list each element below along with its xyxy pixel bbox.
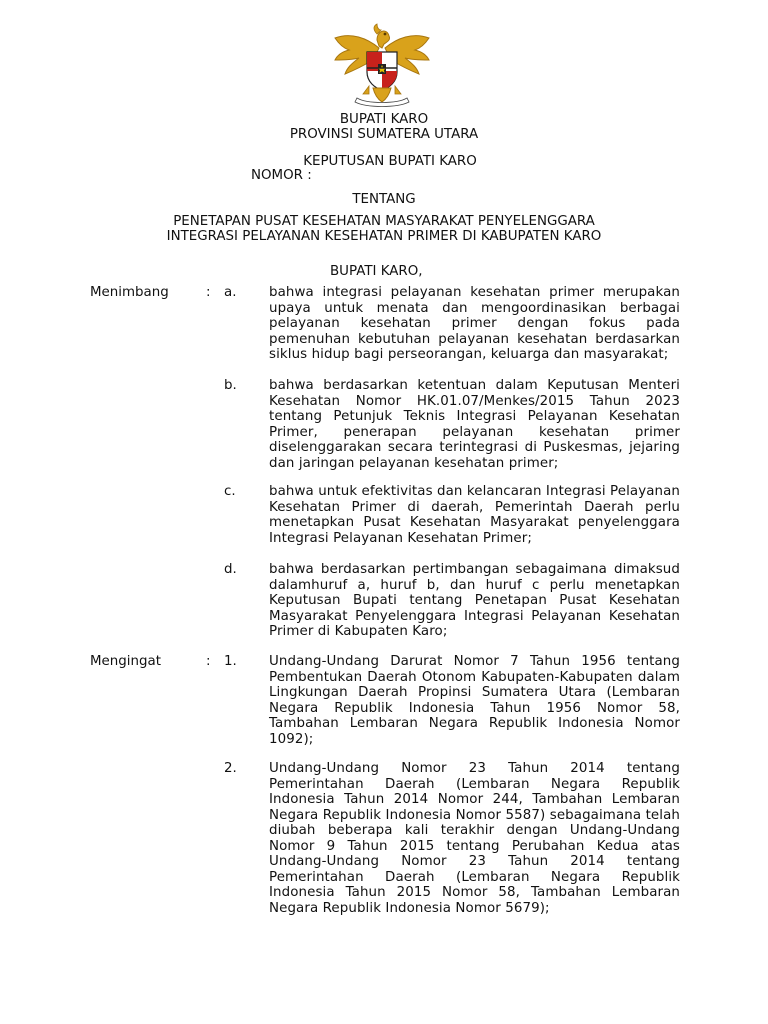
decree-number-label: NOMOR : <box>251 168 312 183</box>
menimbang-label: Menimbang <box>90 285 169 300</box>
menimbang-colon: : <box>206 285 211 300</box>
menimbang-marker-d: d. <box>224 562 237 577</box>
official-heading: BUPATI KARO, <box>330 264 423 279</box>
mengingat-marker-1: 1. <box>224 654 237 669</box>
subject-line-1: PENETAPAN PUSAT KESEHATAN MASYARAKAT PENYELENGGARA <box>173 214 595 229</box>
header-province: PROVINSI SUMATERA UTARA <box>289 127 479 142</box>
subject-line-2: INTEGRASI PELAYANAN KESEHATAN PRIMER DI KABUPATEN KARO <box>166 229 602 244</box>
decree-title: KEPUTUSAN BUPATI KARO <box>303 154 477 169</box>
menimbang-item-b: bahwa berdasarkan ketentuan dalam Keputusan Menteri Kesehatan Nomor HK.01.07/Menkes/2015 Tahun 2023 tentang Petunjuk Teknis Integrasi Pelayanan Kesehatan Primer, penerapan pelayanan kesehatan primer diselenggarakan secara terintegrasi di Puskesmas, jejaring dan jaringan pelayanan kesehatan primer; <box>269 378 680 471</box>
tentang-heading: TENTANG <box>352 192 416 207</box>
menimbang-marker-c: c. <box>224 484 236 499</box>
menimbang-item-c: bahwa untuk efektivitas dan kelancaran Integrasi Pelayanan Kesehatan Primer di daerah, Pemerintah Daerah perlu menetapkan Pusat Kesehatan Masyarakat penyelenggara Integrasi Pelayanan Kesehatan Primer; <box>269 484 680 546</box>
menimbang-marker-a: a. <box>224 285 237 300</box>
mengingat-item-1: Undang-Undang Darurat Nomor 7 Tahun 1956 tentang Pembentukan Daerah Otonom Kabupaten-Kabupaten dalam Lingkungan Daerah Propinsi Sumatera Utara (Lembaran Negara Republik Indonesia Tahun 1956 Nomor 58, Tambahan Lembaran Negara Republik Indonesia Nomor 1092); <box>269 654 680 747</box>
garuda-emblem-icon <box>327 18 437 110</box>
menimbang-marker-b: b. <box>224 378 237 393</box>
menimbang-item-a: bahwa integrasi pelayanan kesehatan primer merupakan upaya untuk menata dan mengoordinasikan berbagai pelayanan kesehatan primer dengan fokus pada pemenuhan kebutuhan pelayanan kesehatan berdasarkan siklus hidup bagi perseorangan, keluarga dan masyarakat; <box>269 285 680 362</box>
mengingat-colon: : <box>206 654 211 669</box>
mengingat-label: Mengingat <box>90 654 161 669</box>
menimbang-item-d: bahwa berdasarkan pertimbangan sebagaimana dimaksud dalamhuruf a, huruf b, dan huruf c perlu menetapkan Keputusan Bupati tentang Penetapan Pusat Kesehatan Masyarakat Penyelenggara Integrasi Pelayanan Kesehatan Primer di Kabupaten Karo; <box>269 562 680 639</box>
header-regent: BUPATI KARO <box>339 112 429 127</box>
mengingat-marker-2: 2. <box>224 761 237 776</box>
mengingat-item-2: Undang-Undang Nomor 23 Tahun 2014 tentang Pemerintahan Daerah (Lembaran Negara Republik Indonesia Tahun 2014 Nomor 244, Tambahan Lembaran Negara Republik Indonesia Nomor 5587) sebagaimana telah diubah beberapa kali terakhir dengan Undang-Undang Nomor 9 Tahun 2015 tentang Perubahan Kedua atas Undang-Undang Nomor 23 Tahun 2014 tentang Pemerintahan Daerah (Lembaran Negara Republik Indonesia Tahun 2015 Nomor 58, Tambahan Lembaran Negara Republik Indonesia Nomor 5679); <box>269 761 680 916</box>
